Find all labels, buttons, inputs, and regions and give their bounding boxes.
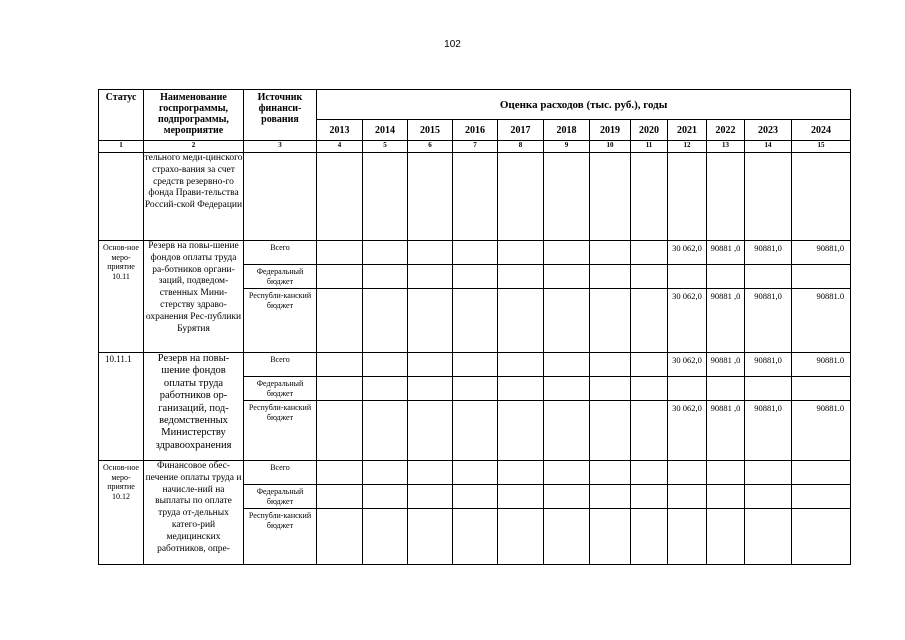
status-cell: Основ-ное меро-приятие 10.11 [99, 241, 144, 353]
value-2022 [707, 485, 745, 509]
value-2022 [707, 265, 745, 289]
value-2022 [707, 461, 745, 485]
col-number: 3 [244, 141, 317, 153]
value-2024 [792, 509, 851, 565]
year-2015: 2015 [408, 120, 453, 141]
source-federal: Федеральный бюджет [244, 485, 317, 509]
continuation-name: тельного меди-цинского страхо-вания за счет средств резервно-го фонда Прави-тельства Россий-ской Федерации [144, 153, 244, 241]
year-2021: 2021 [668, 120, 707, 141]
source-federal: Федеральный бюджет [244, 377, 317, 401]
year-2019: 2019 [590, 120, 631, 141]
value-2022: 90881 ,0 [707, 353, 745, 377]
source-total: Всего [244, 241, 317, 265]
value-2024 [792, 485, 851, 509]
col-number: 12 [668, 141, 707, 153]
source-total: Всего [244, 353, 317, 377]
header-status: Статус [99, 90, 144, 141]
col-number: 6 [408, 141, 453, 153]
value-2024: 90881.0 [792, 289, 851, 353]
value-2021: 30 062,0 [668, 401, 707, 461]
measure-name: Финансовое обес-печение оплаты труда и начисле-ний на выплаты по оплате труда от-дельных катего-рий медицинских работников, опре- [144, 461, 244, 565]
value-2022: 90881 ,0 [707, 241, 745, 265]
source-republic: Республи-канский бюджет [244, 289, 317, 353]
table-row [99, 353, 851, 377]
measure-name: Резерв на повы-шение фондов оплаты труда работников ор-ганизаций, под-ведомственных Министерству здравоохранения [144, 353, 244, 461]
header-name: Наименование госпрограммы, подпрограммы, мероприятие [144, 90, 244, 141]
value-2021: 30 062,0 [668, 289, 707, 353]
value-2024 [792, 377, 851, 401]
value-2024: 90881.0 [792, 353, 851, 377]
year-2023: 2023 [745, 120, 792, 141]
col-number: 14 [745, 141, 792, 153]
col-number: 7 [453, 141, 498, 153]
source-total: Всего [244, 461, 317, 485]
value-2023 [745, 461, 792, 485]
year-2024: 2024 [792, 120, 851, 141]
value-2023: 90881,0 [745, 353, 792, 377]
value-2023 [745, 377, 792, 401]
expenditure-table [98, 89, 851, 565]
value-2023 [745, 265, 792, 289]
value-2021 [668, 265, 707, 289]
value-2023 [745, 485, 792, 509]
col-number: 13 [707, 141, 745, 153]
col-number: 15 [792, 141, 851, 153]
value-2023: 90881,0 [745, 401, 792, 461]
col-number: 5 [363, 141, 408, 153]
source-republic: Республи-канский бюджет [244, 401, 317, 461]
col-number: 8 [498, 141, 544, 153]
col-number: 9 [544, 141, 590, 153]
value-2021 [668, 485, 707, 509]
year-2016: 2016 [453, 120, 498, 141]
value-2022: 90881 ,0 [707, 289, 745, 353]
page-number: 102 [444, 39, 461, 50]
value-2022 [707, 509, 745, 565]
value-2023: 90881,0 [745, 289, 792, 353]
value-2024 [792, 265, 851, 289]
year-2022: 2022 [707, 120, 745, 141]
status-cell: 10.11.1 [99, 353, 144, 461]
column-number-row [99, 141, 851, 153]
source-federal: Федеральный бюджет [244, 265, 317, 289]
value-2024 [792, 461, 851, 485]
col-number: 4 [317, 141, 363, 153]
year-2017: 2017 [498, 120, 544, 141]
table-row [99, 153, 851, 241]
measure-name: Резерв на повы-шение фондов оплаты труда ра-ботников органи-заций, подведом-ственных Мини-стерству здраво-охранения Рес-публики Бурятия [144, 241, 244, 353]
value-2021 [668, 377, 707, 401]
value-2022: 90881 ,0 [707, 401, 745, 461]
col-number: 1 [99, 141, 144, 153]
year-2013: 2013 [317, 120, 363, 141]
col-number: 11 [631, 141, 668, 153]
value-2021 [668, 509, 707, 565]
col-number: 10 [590, 141, 631, 153]
header-estimate: Оценка расходов (тыс. руб.), годы [317, 90, 851, 120]
value-2022 [707, 377, 745, 401]
table-row [99, 461, 851, 485]
header-source: Источник финанси-рования [244, 90, 317, 141]
value-2021: 30 062,0 [668, 353, 707, 377]
value-2023: 90881,0 [745, 241, 792, 265]
value-2021 [668, 461, 707, 485]
value-2023 [745, 509, 792, 565]
value-2024: 90881,0 [792, 241, 851, 265]
value-2024: 90881.0 [792, 401, 851, 461]
col-number: 2 [144, 141, 244, 153]
status-cell: Основ-ное меро-приятие 10.12 [99, 461, 144, 565]
value-2021: 30 062,0 [668, 241, 707, 265]
year-2018: 2018 [544, 120, 590, 141]
table-row [99, 241, 851, 265]
year-2014: 2014 [363, 120, 408, 141]
source-republic: Республи-канский бюджет [244, 509, 317, 565]
year-2020: 2020 [631, 120, 668, 141]
